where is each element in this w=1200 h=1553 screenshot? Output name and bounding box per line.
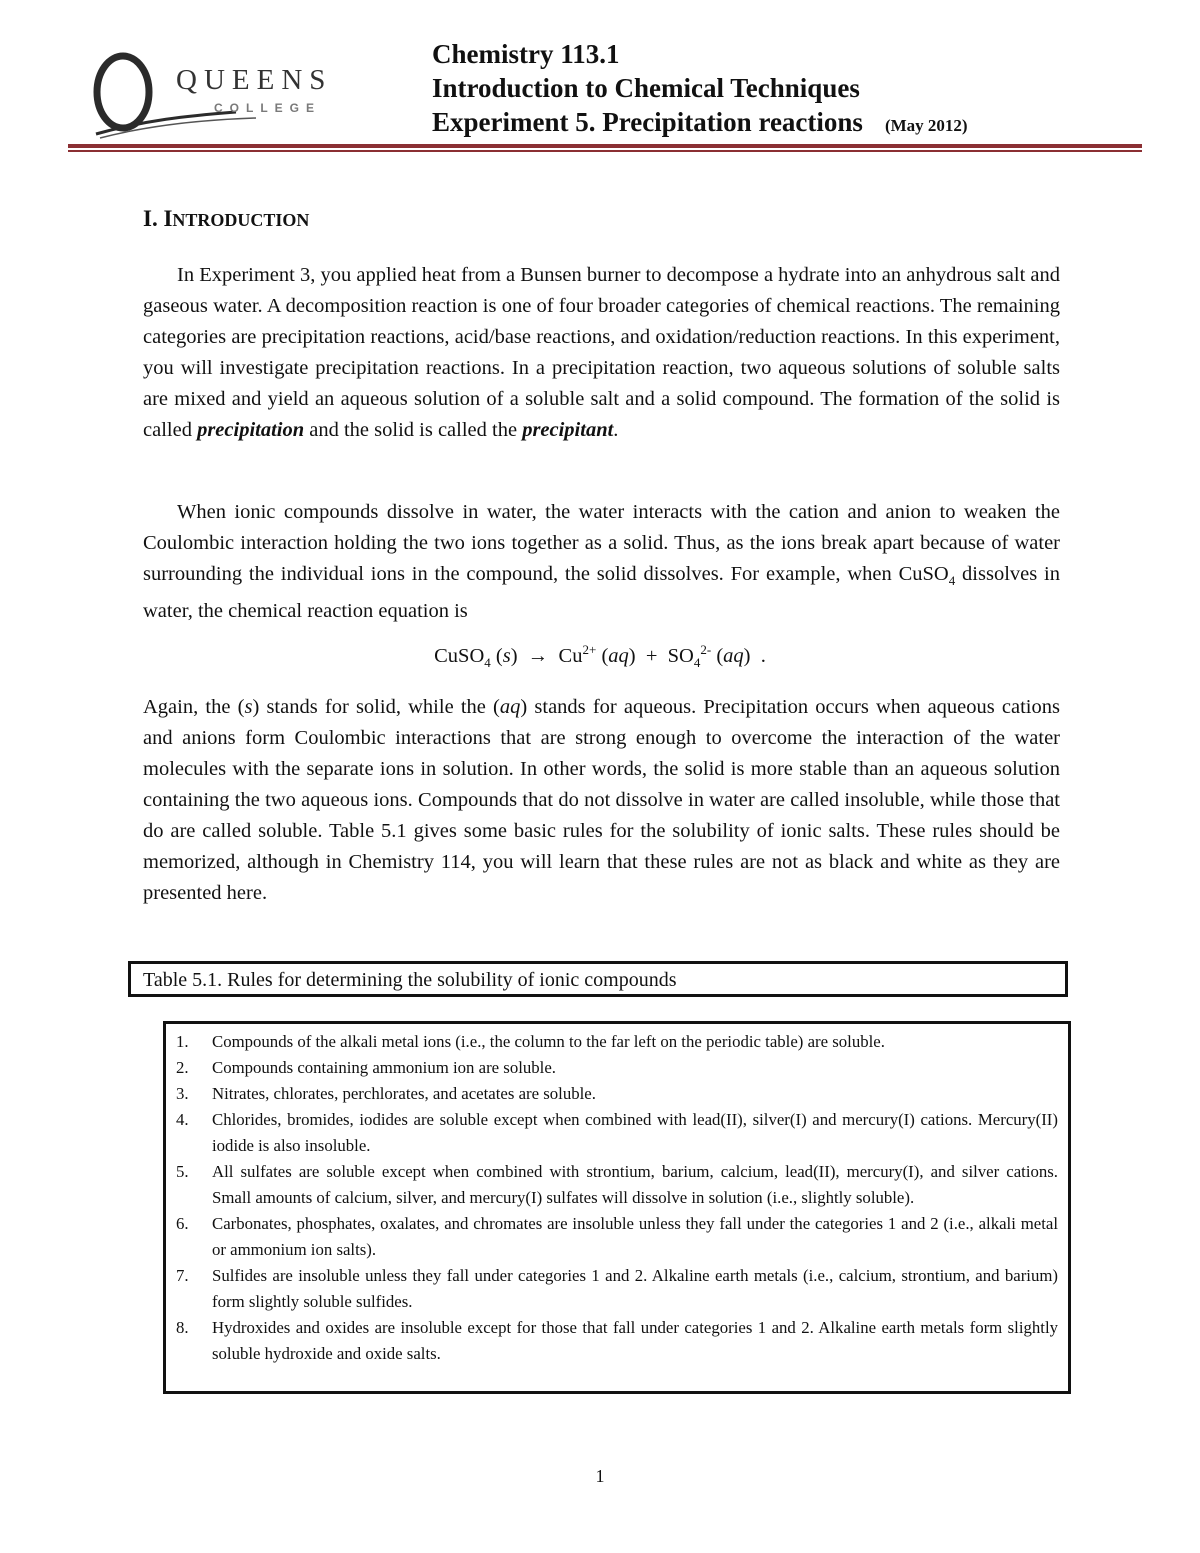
- solubility-rules-box: [163, 1021, 1071, 1394]
- eq-anion-charge: 2-: [700, 642, 712, 657]
- section-title-initial: I: [163, 206, 173, 231]
- rule-number: 7.: [176, 1266, 189, 1285]
- eq-state-solid: s: [502, 644, 511, 667]
- solubility-rule: [176, 1211, 1058, 1263]
- solubility-rule: [176, 1263, 1058, 1315]
- rule-number: 8.: [176, 1318, 189, 1337]
- table-caption: Table 5.1. Rules for determining the solubility of ionic compounds: [128, 961, 1068, 997]
- rule-number: 1.: [176, 1032, 189, 1051]
- rule-text: Compounds containing ammonium ion are soluble.: [212, 1058, 556, 1077]
- eq-plus: +: [645, 644, 658, 667]
- rule-text: Chlorides, bromides, iodides are soluble except when combined with lead(II), silver(I) and mercury(I) cations. Mercury(II) iodide is also insoluble.: [212, 1110, 1058, 1155]
- logo-subtitle: COLLEGE: [214, 101, 322, 115]
- rule-text: Nitrates, chlorates, perchlorates, and acetates are soluble.: [212, 1084, 596, 1103]
- solubility-rule: [176, 1159, 1058, 1211]
- rule-number: 3.: [176, 1084, 189, 1103]
- p1-text-middle: and the solid is called the: [304, 419, 523, 441]
- eq-state-aq-1: aq: [608, 644, 629, 667]
- rule-text: Hydroxides and oxides are insoluble except for those that fall under categories 1 and 2. Alkaline earth metals form slightly soluble hydroxide and oxide salts.: [212, 1318, 1058, 1363]
- eq-cation-charge: 2+: [582, 642, 597, 657]
- solubility-rule: [176, 1081, 1058, 1107]
- solubility-rule: [176, 1315, 1058, 1367]
- experiment-title: [432, 105, 968, 143]
- course-title: Introduction to Chemical Techniques: [432, 73, 860, 103]
- eq-cation: Cu: [558, 644, 583, 667]
- solubility-rules-list: [166, 1024, 1068, 1367]
- intro-paragraph-1: [143, 260, 1060, 446]
- term-precipitant: precipitant: [522, 419, 614, 441]
- p3-text-2: ) stands for solid, while the (: [252, 696, 500, 718]
- dissolution-equation: CuSO$_4$ $(s) \to Cu^{2+}$ $(aq) + SO_4^{2-}$ (aq) .: [434, 642, 766, 670]
- header-rule-thick: [68, 144, 1142, 148]
- eq-anion: SO: [667, 644, 694, 667]
- rule-text: All sulfates are soluble except when combined with strontium, barium, calcium, lead(II), mercury(I), and silver cations. Small amounts of calcium, silver, and mercury(I) sulfates will dissolve in solution (i.e., slightly soluble).: [212, 1162, 1058, 1207]
- eq-arrow: →: [527, 644, 549, 667]
- eq-state-aq-2: aq: [723, 644, 744, 667]
- p2-text: When ionic compounds dissolve in water, the water interacts with the cation and anion to weaken the Coulombic interaction holding the two ions together as a solid. Thus, as the ions break apart because of water surrounding the individual ions in the compound, the solid dissolves. For example, when CuSO: [143, 501, 1060, 585]
- p3-text-3: ) stands for aqueous. Precipitation occurs when aqueous cations and anions form Coulombic interactions that are strong enough to overcome the interaction of the water molecules with the separate ions in solution. In other words, the solid is more stable than an aqueous solution containing the two aqueous ions. Compounds that do not dissolve in water are called insoluble, while those that do are called soluble. Table 5.1 gives some basic rules for the solubility of ionic salts. These rules should be memorized, although in Chemistry 114, you will learn that these rules are not as black and white as they are presented here.: [143, 696, 1060, 904]
- page-number: 1: [595, 1466, 605, 1486]
- section-title-rest: NTRODUCTION: [172, 210, 310, 230]
- section-numeral: I.: [143, 206, 158, 231]
- p2-text-after: dissolves in water, the chemical reaction equation is: [143, 563, 1060, 623]
- rule-number: 4.: [176, 1110, 189, 1129]
- solubility-rule: [176, 1029, 1058, 1055]
- course-number: Chemistry 113.1: [432, 39, 620, 69]
- solubility-rule: [176, 1055, 1058, 1081]
- header-rule-thin: [68, 150, 1142, 152]
- p3-text-1: Again, the (: [143, 696, 245, 718]
- eq-reactant: CuSO: [434, 644, 485, 667]
- p3-aq-symbol: aq: [499, 696, 521, 718]
- rule-number: 2.: [176, 1058, 189, 1077]
- rule-number: 6.: [176, 1214, 189, 1233]
- p3-solid-symbol: s: [244, 696, 253, 718]
- eq-reactant-sub: 4: [484, 654, 491, 670]
- intro-paragraph-2: [143, 497, 1060, 627]
- solubility-rule: [176, 1107, 1058, 1159]
- rule-text: Sulfides are insoluble unless they fall under categories 1 and 2. Alkaline earth metals (i.e., calcium, strontium, and barium) form slightly soluble sulfides.: [212, 1266, 1058, 1311]
- term-precipitation: precipitation: [197, 419, 305, 441]
- rule-text: Compounds of the alkali metal ions (i.e., the column to the far left on the periodic table) are soluble.: [212, 1032, 885, 1051]
- document-date: (May 2012): [884, 116, 968, 135]
- intro-paragraph-3: [143, 692, 1060, 909]
- experiment-title-text: Experiment 5. Precipitation reactions: [432, 107, 863, 137]
- rule-number: 5.: [176, 1162, 189, 1181]
- p1-text: In Experiment 3, you applied heat from a Bunsen burner to decompose a hydrate into an anhydrous salt and gaseous water. A decomposition reaction is one of four broader categories of chemical reactions. The remaining categories are precipitation reactions, acid/base reactions, and oxidation/reduction reactions. In this experiment, you will investigate precipitation reactions. In a precipitation reaction, two aqueous solutions of soluble salts are mixed and yield an aqueous solution of a soluble salt and a solid compound. The formation of the solid is called: [143, 264, 1060, 441]
- eq-period: .: [760, 644, 766, 667]
- p1-text-end: .: [613, 419, 619, 441]
- p2-subscript: 4: [948, 573, 956, 589]
- rule-text: Carbonates, phosphates, oxalates, and chromates are insoluble unless they fall under the categories 1 and 2 (i.e., alkali metal or ammonium ion salts).: [212, 1214, 1058, 1259]
- section-heading: [143, 206, 309, 232]
- eq-anion-sub: 4: [693, 654, 701, 670]
- logo-wordmark: QUEENS: [176, 64, 333, 96]
